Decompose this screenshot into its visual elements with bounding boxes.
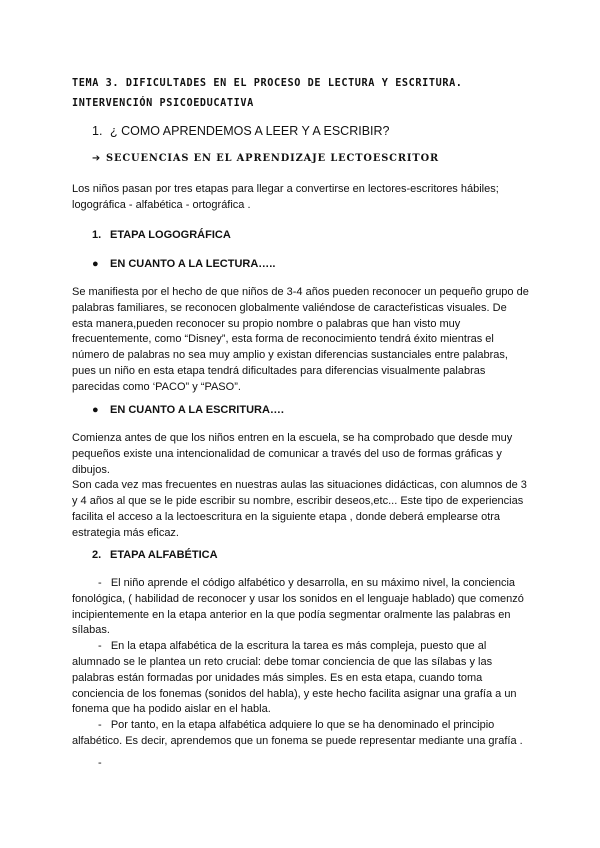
section-title: ¿ COMO APRENDEMOS A LEER Y A ESCRIBIR?	[110, 124, 390, 138]
intro-paragraph: Los niños pasan por tres etapas para llegar a convertirse en lectores-escritores hábiles; logográfica - alfabética - ortográfica .	[72, 183, 499, 211]
bullet-icon: ●	[92, 258, 99, 270]
list-item-text: El niño aprende el código alfabético y desarrolla, en su máximo nivel, la conciencia fonológica, ( habilidad de reconocer y usar los sonidos en el lenguaje hablado) que comenzó incipientemente en la etapa anterior en la que podía segmentar oralmente las palabras en sílabas.	[72, 577, 524, 637]
bullet-icon: ●	[92, 404, 99, 416]
list-item-text: Por tanto, en la etapa alfabética adquiere lo que se ha denominado el principio alfabético. Es decir, aprendemos que un fonema se puede representar mediante una grafía .	[72, 719, 523, 747]
list-dash: -	[98, 577, 102, 589]
dash-list	[72, 576, 530, 772]
writing-paragraph-2: Son cada vez mas frecuentes en nuestras aulas las situaciones didácticas, con alumnos de 3 y 4 años al que se le pide escribir su nombre, escribir deseos,etc... Este tipo de experiencias facilita el acceso a la lectoescritura en la siguiente etapa , donde deberá emplearse otra estrategia más eficaz.	[72, 479, 527, 539]
arrow-icon: ➔	[92, 153, 102, 164]
subheading	[92, 153, 439, 164]
document-title: TEMA 3. DIFICULTADES EN EL PROCESO DE LECTURA Y ESCRITURA. INTERVENCIÓN PSICOEDUCATIVA	[72, 78, 463, 109]
writing-title: EN CUANTO A LA ESCRITURA….	[110, 404, 284, 416]
stage1-number: 1.	[92, 229, 102, 241]
writing-paragraph	[72, 431, 530, 542]
reading-heading	[92, 258, 275, 270]
list-dash: -	[98, 756, 102, 769]
list-item	[72, 576, 530, 639]
section-heading	[92, 124, 390, 138]
reading-paragraph: Se manifiesta por el hecho de que niños de 3-4 años pueden reconocer un pequeño grupo de palabras familiares, se reconocen globalmente valiéndose de caracteŕisticas visuales. De esta manera,pueden reconocer su propio nombre o palabras que han visto muy frecuentemente, como “Disney”, esta forma de reconocimiento tendrá éxito mientras el número de palabras no sea muy amplio y existan diferencias sustanciales entre palabras, pues un niño en esta etapa tendrá dificultades para diferencias visualmente palabras parecidas como ‘PACO” y “PASO”.	[72, 286, 529, 393]
reading-title: EN CUANTO A LA LECTURA…..	[110, 258, 276, 270]
list-dash: -	[98, 640, 102, 653]
stage2-title: ETAPA ALFABÉTICA	[110, 549, 218, 561]
section-number: 1.	[92, 124, 103, 138]
stage1-title: ETAPA LOGOGRÁFICA	[110, 229, 231, 241]
list-item	[72, 756, 530, 772]
stage2-heading	[92, 549, 218, 561]
list-item	[72, 718, 530, 750]
stage1-heading	[92, 229, 231, 241]
list-dash: -	[98, 719, 102, 732]
writing-paragraph-1: Comienza antes de que los niños entren en la escuela, se ha comprobado que desde muy pequeños existe una intencionalidad de comunicar a través del uso de formas gráficas y dibujos.	[72, 432, 513, 476]
list-item	[72, 639, 530, 718]
writing-heading	[92, 404, 284, 416]
stage2-number: 2.	[92, 549, 102, 561]
subheading-text: SECUENCIAS EN EL APRENDIZAJE LECTOESCRITOR	[106, 153, 440, 164]
list-item-text: En la etapa alfabética de la escritura la tarea es más compleja, puesto que al alumnado se le plantea un reto crucial: debe tomar conciencia de que las sílabas y las palabras están formadas por unidades más simples. Es en esta etapa, cuando toma conciencia de los fonemas (sonidos del habla), y este hecho facilita asignar una grafía a un fonema que ha podido aislar en el habla.	[72, 640, 517, 716]
